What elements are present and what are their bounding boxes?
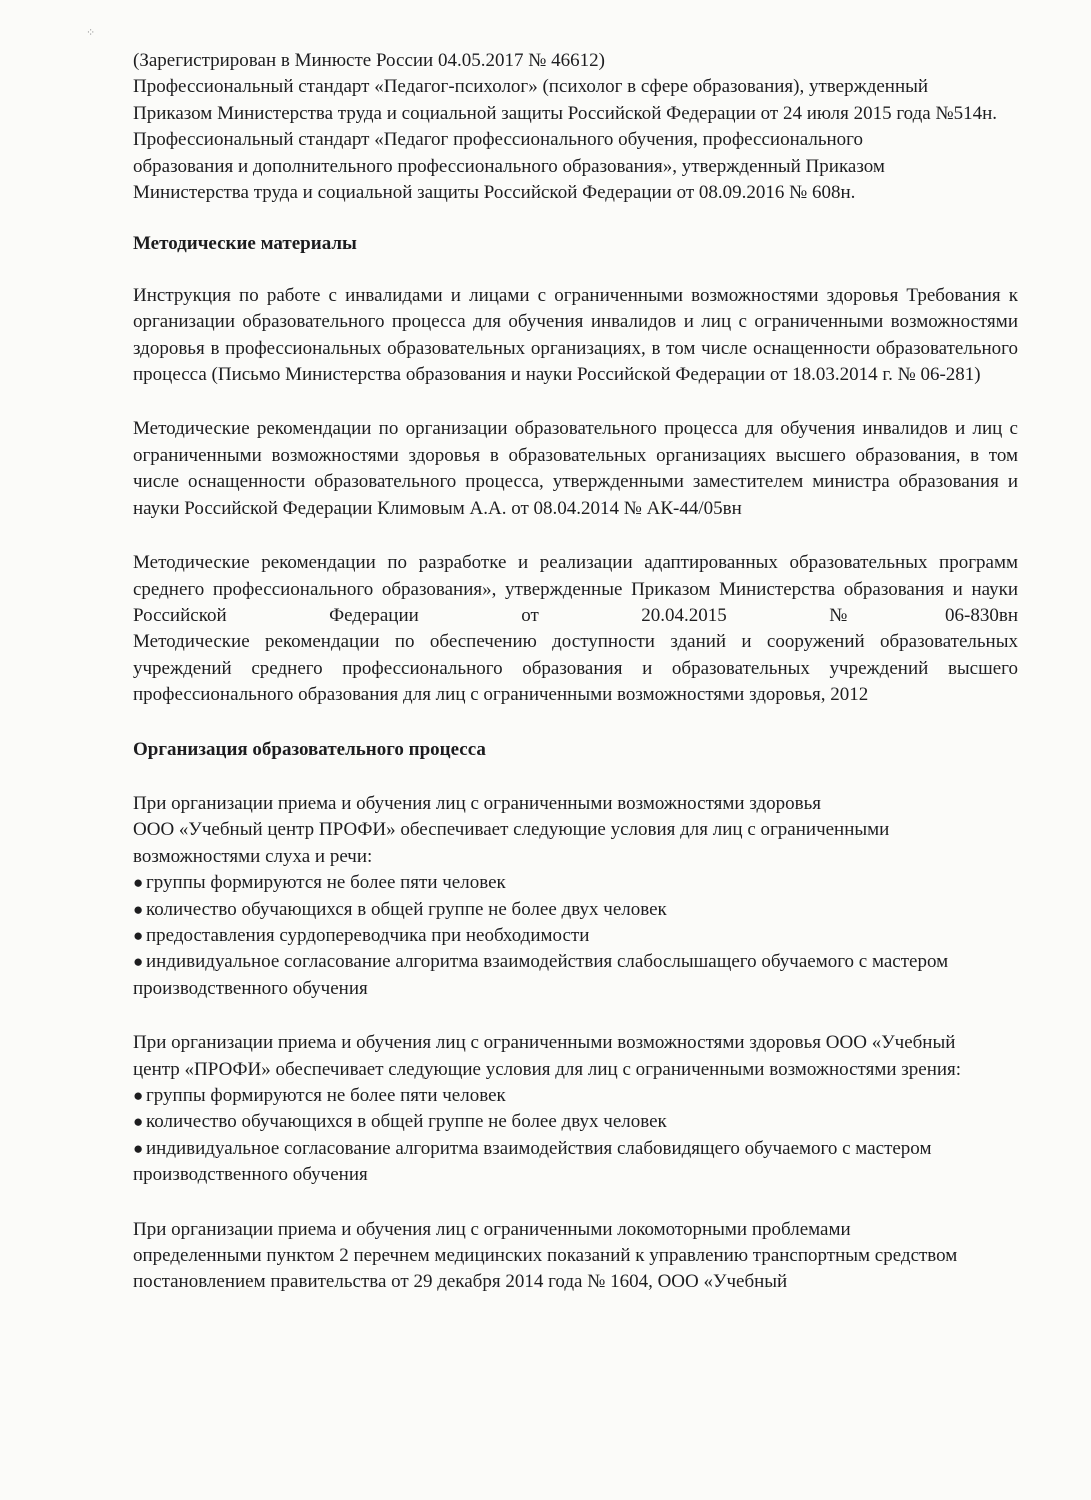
- bullet-icon: ●: [133, 873, 144, 893]
- bullet-icon: ●: [133, 925, 144, 945]
- bullet-icon: ●: [133, 1086, 144, 1105]
- vision-intro: При организации приема и обучения лиц с ограниченными возможностями здоровья ООО «Учебный центр «ПРОФИ» обеспечивает следующие условия для лиц с ограниченными возможностями зрения:: [133, 1032, 962, 1080]
- methodical-paragraph-2: Методические рекомендации по организации образовательного процесса для обучения инвалидов и лиц с ограниченными возможностями здоровья в образовательных организациях высшего образования, в том числе оснащенности образовательного процесса, утвержденными заместителем министра образования и науки Российской Федерации Климовым А.А. от 08.04.2014 № АК-44/05вн: [133, 418, 1018, 519]
- document-body: [133, 48, 1018, 1296]
- standard-psychologist: Профессиональный стандарт «Педагог-психолог» (психолог в сфере образования), утвержденный Приказом Министерства труда и социальной защиты Российской Федерации от 24 июля 2015 года №514н.: [133, 76, 997, 124]
- heading-methodical-materials: Методические материалы: [133, 233, 357, 255]
- bullet-icon: ●: [133, 952, 144, 972]
- hearing-intro-line: При организации приема и обучения лиц с ограниченными возможностями здоровья: [133, 792, 822, 814]
- hearing-intro: ООО «Учебный центр ПРОФИ» обеспечивает следующие условия для лиц с ограниченными возможностями слуха и речи:: [133, 819, 890, 867]
- list-item: ● количество обучающихся в общей группе не более двух человек: [133, 1109, 1018, 1135]
- methodical-paragraph-1: Инструкция по работе с инвалидами и лицами с ограниченными возможностями здоровья Требования к организации образовательного процесса для обучения инвалидов и лиц с ограниченными возможностями здоровья в профессиональных образовательных организациях, в том числе оснащенности образовательного процесса (Письмо Министерства образования и науки Российской Федерации от 18.03.2014 г. № 06-281): [133, 284, 1018, 386]
- bullet-icon: ●: [133, 1112, 144, 1132]
- methodical-paragraph-3: Методические рекомендации по разработке и реализации адаптированных образовательных программ среднего профессионального образования», утвержденные Приказом Министерства образования и науки Российской Федерации от 20.04.2015 №06-830вн: [133, 552, 1018, 626]
- list-item: ● группы формируются не более пяти человек: [133, 870, 1018, 896]
- list-item: ● индивидуальное согласование алгоритма взаимодействия слабослышащего обучаемого с мастером производственного обучения: [133, 951, 949, 999]
- list-item: ● предоставления сурдопереводчика при необходимости: [133, 923, 1018, 949]
- list-item: ● индивидуальное согласование алгоритма взаимодействия слабовидящего обучаемого с мастером производственного обучения: [133, 1137, 932, 1186]
- bullet-icon: ●: [133, 899, 144, 919]
- list-item: ● группы формируются не более пяти человек: [133, 1083, 1018, 1109]
- bullet-icon: ●: [133, 1138, 144, 1158]
- locomotor-intro: При организации приема и обучения лиц с ограниченными локомоторными проблемами определенными пунктом 2 перечнем медицинских показаний к управлению транспортным средством постановлением правительства от 29 декабря 2014 года № 1604, ООО «Учебный: [133, 1218, 958, 1293]
- scan-speck: ⁘: [86, 27, 96, 39]
- heading-organization: Организация образовательного процесса: [133, 738, 486, 760]
- list-item: ● количество обучающихся в общей группе не более двух человек: [133, 897, 1018, 923]
- standard-teacher: Профессиональный стандарт «Педагог профессионального обучения, профессионального образования и дополнительного профессионального образования», утвержденный Приказом Министерства труда и социальной защиты Российской Федерации от 08.09.2016 № 608н.: [133, 129, 885, 204]
- registration-note: (Зарегистрирован в Минюсте России 04.05.2017 № 46612): [133, 50, 605, 71]
- methodical-paragraph-4: Методические рекомендации по обеспечению доступности зданий и сооружений образовательных учреждений среднего профессионального образования и образовательных учреждений высшего профессионального образования для лиц с ограниченными возможностями здоровья, 2012: [133, 631, 1018, 706]
